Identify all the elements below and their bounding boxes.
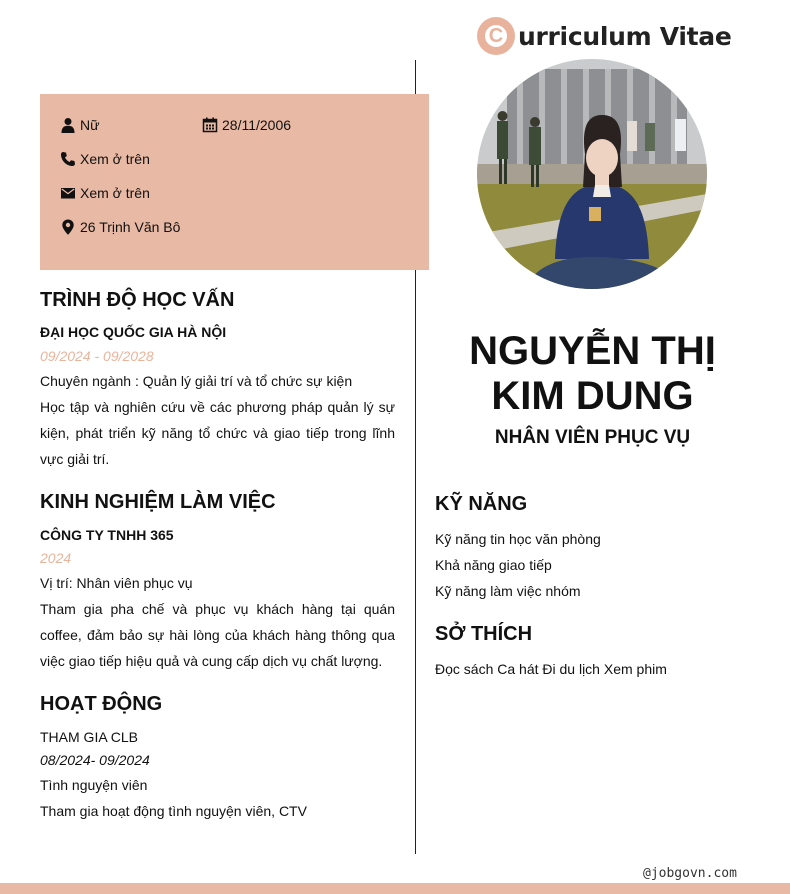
location-pin-icon	[60, 219, 76, 235]
activity-description: Tham gia hoạt động tình nguyện viên, CTV	[40, 803, 307, 819]
experience-period: 2024	[40, 550, 72, 566]
experience-position: Vị trí: Nhân viên phục vụ	[40, 575, 193, 591]
contact-gender: Nữ	[60, 117, 99, 133]
logo-circle-icon: C	[477, 17, 515, 55]
profile-photo	[477, 59, 707, 289]
experience-company: CÔNG TY TNHH 365	[40, 527, 174, 543]
experience-description: Tham gia pha chế và phục vụ khách hàng tại quán coffee, đảm bảo sự hài lòng của khách hàng thông qua việc giao tiếp hiệu quả và cung cấp dịch vụ chất lượng.	[40, 601, 395, 669]
experience-heading: KINH NGHIỆM LÀM VIỆC	[40, 491, 276, 513]
education-major: Chuyên ngành : Quản lý giải trí và tổ chức sự kiện	[40, 373, 353, 389]
skill-item: Kỹ năng làm việc nhóm	[435, 583, 581, 599]
calendar-icon	[202, 117, 218, 133]
skills-heading: KỸ NĂNG	[435, 493, 528, 515]
education-description: Học tập và nghiên cứu về các phương pháp quản lý sự kiện, phát triển kỹ năng tổ chức và giao tiếp trong lĩnh vực giải trí.	[40, 399, 395, 467]
skill-item: Khả năng giao tiếp	[435, 557, 552, 573]
contact-box	[40, 94, 429, 270]
person-icon	[60, 117, 76, 133]
contact-birthdate: 28/11/2006	[202, 117, 291, 133]
hobbies-heading: SỞ THÍCH	[435, 623, 533, 645]
education-heading: TRÌNH ĐỘ HỌC VẤN	[40, 289, 235, 311]
phone-icon	[60, 151, 76, 167]
watermark: @jobgovn.com	[643, 866, 737, 881]
activity-period: 08/2024- 09/2024	[40, 752, 150, 768]
candidate-job-title: NHÂN VIÊN PHỤC VỤ	[494, 427, 691, 448]
contact-email: Xem ở trên	[60, 185, 150, 201]
education-school: ĐẠI HỌC QUỐC GIA HÀ NỘI	[40, 324, 227, 340]
education-period: 09/2024 - 09/2028	[40, 348, 154, 364]
activities-heading: HOẠT ĐỘNG	[40, 693, 163, 715]
cv-logo	[477, 17, 732, 55]
envelope-icon	[60, 185, 76, 201]
activity-role: Tình nguyện viên	[40, 777, 148, 793]
skill-item: Kỹ năng tin học văn phòng	[435, 531, 601, 547]
profile-photo-illustration	[477, 59, 707, 289]
bottom-accent-bar	[0, 883, 790, 894]
contact-phone: Xem ở trên	[60, 151, 150, 167]
activity-title: THAM GIA CLB	[40, 729, 139, 745]
contact-address: 26 Trịnh Văn Bô	[60, 219, 180, 235]
candidate-name: NGUYỄN THỊ KIM DUNG	[469, 329, 716, 418]
hobbies-text: Đọc sách Ca hát Đi du lịch Xem phim	[435, 661, 667, 677]
logo-text: urriculum Vitae	[518, 21, 732, 51]
